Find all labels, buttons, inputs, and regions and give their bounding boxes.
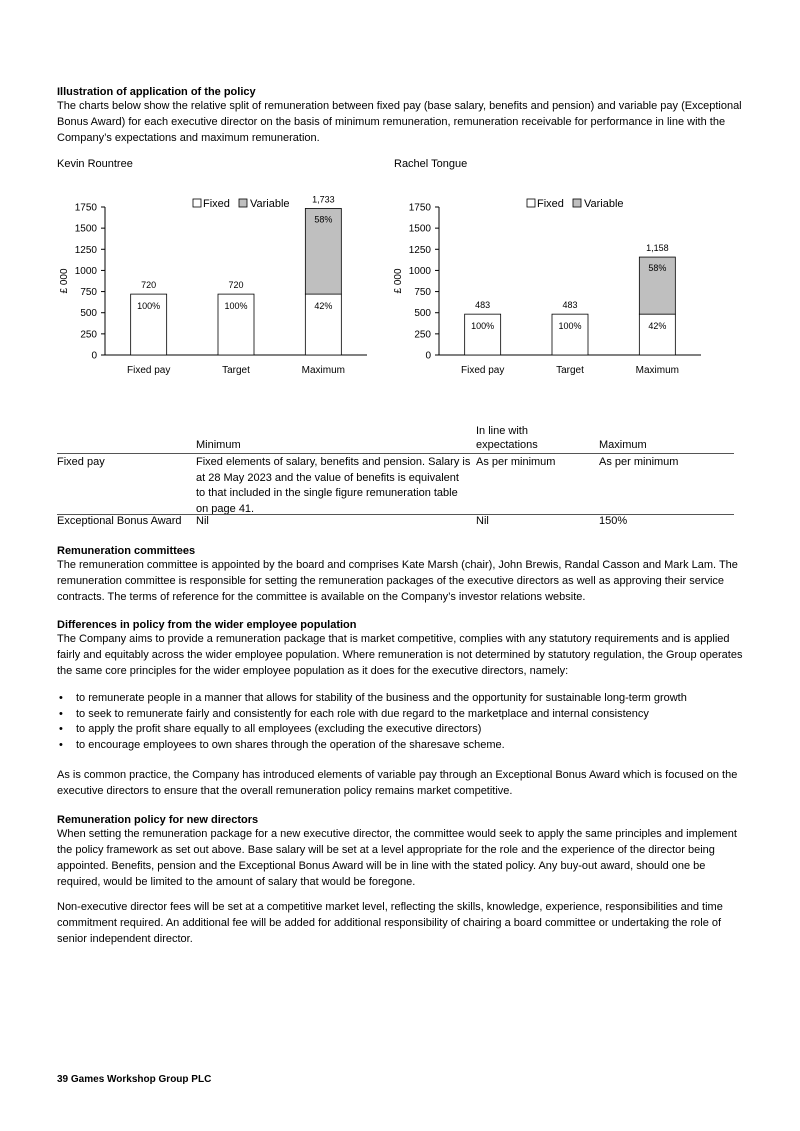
y-tick-label: 1250: [408, 244, 431, 256]
data-label-total: 720: [228, 280, 244, 291]
chart-rachel-tongue: [389, 190, 709, 380]
y-tick-label: 1750: [74, 202, 97, 214]
legend-label-variable: Variable: [250, 198, 290, 210]
bullet-icon: •: [59, 707, 63, 720]
data-label-fixed: 42%: [314, 301, 333, 312]
row-fixed-pay-maximum: As per minimum: [599, 456, 679, 468]
legend-swatch-variable: [573, 199, 581, 207]
bullet-icon: •: [59, 723, 63, 735]
data-label-total: 483: [562, 300, 578, 311]
list-item: [57, 722, 747, 738]
list-item: [57, 738, 747, 754]
row-bonus-label: Exceptional Bonus Award: [57, 515, 182, 527]
legend-swatch-fixed: [193, 199, 201, 207]
legend-label-fixed: Fixed: [537, 198, 564, 210]
y-tick-label: 1000: [74, 265, 97, 277]
row-fixed-pay-minimum: [196, 455, 476, 517]
data-label-fixed: 100%: [137, 301, 161, 312]
data-label-variable: 58%: [648, 263, 667, 274]
section-title: Illustration of application of the policy: [57, 86, 256, 98]
list-item-text: to encourage employees to own shares through the operation of the sharesave scheme.: [76, 738, 505, 751]
y-tick-label: 0: [91, 350, 97, 362]
legend-label-fixed: Fixed: [203, 198, 230, 210]
list-item-text: to remunerate people in a manner that allows for stability of the business and the opportunity for sustainable long-term growth: [76, 692, 687, 704]
chart-title-kevin: Kevin Rountree: [57, 158, 133, 170]
y-tick-label: 250: [80, 329, 97, 341]
differences-title: Differences in policy from the wider employee population: [57, 619, 357, 631]
list-item-text: to seek to remunerate fairly and consistently for each role with due regard to the marketplace and internal consistency: [76, 707, 649, 720]
y-tick-label: 500: [80, 308, 97, 320]
intro-paragraph: The charts below show the relative split of remuneration between fixed pay (base salary, benefits and pension) and variable pay (Exceptional Bonus Award) for each executive director on the basis of minimum remuneration, remuneration receivable for performance in line with the Company’s expectations and maximum remuneration.: [57, 100, 742, 144]
row-fixed-pay-minimum-line: on page 41.: [196, 502, 255, 515]
legend-swatch-variable: [239, 199, 247, 207]
bullet-icon: •: [59, 692, 63, 704]
row-fixed-pay-minimum-line: Fixed elements of salary, benefits and pension. Salary is: [196, 456, 471, 468]
new-directors-title: Remuneration policy for new directors: [57, 814, 259, 826]
y-axis-label: £ 000: [59, 268, 70, 294]
row-bonus-minimum: Nil: [196, 515, 209, 527]
data-label-total: 720: [141, 280, 157, 291]
differences-paragraph: The Company aims to provide a remuneration package that is market competitive, complies with any statutory requirements and is applied fairly and equitably across the wider employee population. Where remuneration is not determined by statutory regulation, the Group operates the same core principles for the wider employee population as it does for the executive directors, namely:: [57, 633, 743, 677]
row-bonus-maximum: 150%: [599, 515, 628, 527]
header-expectations-line2: expectations: [476, 439, 538, 451]
data-label-fixed: 100%: [558, 321, 582, 332]
data-label-total: 1,733: [312, 194, 335, 205]
x-tick-label: Maximum: [301, 365, 346, 376]
row-fixed-pay-minimum-line: to that included in the single figure remuneration table: [196, 487, 458, 499]
data-label-total: 483: [475, 300, 491, 311]
y-tick-label: 1500: [74, 223, 97, 235]
x-tick-label: Maximum: [635, 365, 680, 376]
y-tick-label: 1750: [408, 202, 431, 214]
new-directors-paragraph-2: Non-executive director fees will be set at a competitive market level, reflecting the skills, knowledge, experience, responsibilities and time commitment required. An additional fee will be added for additional responsibility of chairing a board committee or undertaking the role of senior independent director.: [57, 901, 723, 945]
x-tick-label: Target: [556, 365, 584, 376]
chart-kevin-rountree: [55, 190, 375, 380]
data-label-fixed: 42%: [648, 321, 667, 332]
x-tick-label: Fixed pay: [126, 365, 171, 376]
differences-bullet-list: [57, 691, 747, 753]
data-label-variable: 58%: [314, 214, 333, 225]
bullet-icon: •: [59, 738, 63, 751]
table-header-divider: [57, 453, 734, 454]
y-tick-label: 250: [414, 329, 431, 341]
data-label-fixed: 100%: [224, 301, 248, 312]
x-tick-label: Target: [222, 365, 250, 376]
x-tick-label: Fixed pay: [460, 365, 505, 376]
row-fixed-pay-expectations: As per minimum: [476, 456, 556, 468]
y-tick-label: 1250: [74, 244, 97, 256]
list-item-text: to apply the profit share equally to all employees (excluding the executive directors): [76, 723, 482, 735]
row-fixed-pay-label: Fixed pay: [57, 456, 105, 468]
header-maximum: Maximum: [599, 439, 647, 451]
chart-title-rachel: Rachel Tongue: [394, 158, 468, 170]
data-label-fixed: 100%: [471, 321, 495, 332]
y-tick-label: 750: [80, 287, 97, 299]
row-fixed-pay-minimum-line: at 28 May 2023 and the value of benefits is equivalent: [196, 471, 459, 484]
differences-closing-paragraph: As is common practice, the Company has introduced elements of variable pay through an Exceptional Bonus Award which is focused on the executive directors to ensure that the overall remuneration policy remains market competitive.: [57, 769, 738, 797]
data-label-total: 1,158: [646, 243, 669, 254]
header-minimum: Minimum: [196, 439, 241, 451]
y-tick-label: 1500: [408, 223, 431, 235]
page-footer: 39 Games Workshop Group PLC: [57, 1074, 212, 1085]
list-item: [57, 691, 747, 707]
header-expectations-line1: In line with: [476, 425, 528, 437]
y-tick-label: 0: [425, 350, 431, 362]
y-tick-label: 750: [414, 287, 431, 299]
list-item: [57, 707, 747, 723]
committees-paragraph: The remuneration committee is appointed by the board and comprises Kate Marsh (chair), John Brewis, Randal Casson and Mark Lam. The remuneration committee is responsible for setting the remuneration packages of the executive directors as well as approving their service contracts. The terms of reference for the committee is available on the Company’s investor relations website.: [57, 559, 738, 603]
new-directors-paragraph-1: When setting the remuneration package for a new executive director, the committee would seek to apply the same principles and implement the policy framework as set out above. Base salary will be set at a level appropriate for the role and the experience of the director being appointed. Benefits, pension and the Exceptional Bonus Award will be in line with the stated policy. Any buy-out award, should one be required, would be limited to the amount of salary that would be foregone.: [57, 828, 737, 888]
y-tick-label: 500: [414, 308, 431, 320]
y-axis-label: £ 000: [393, 268, 404, 294]
legend-swatch-fixed: [527, 199, 535, 207]
row-bonus-expectations: Nil: [476, 515, 489, 527]
legend-label-variable: Variable: [584, 198, 624, 210]
y-tick-label: 1000: [408, 265, 431, 277]
committees-title: Remuneration committees: [57, 545, 196, 557]
